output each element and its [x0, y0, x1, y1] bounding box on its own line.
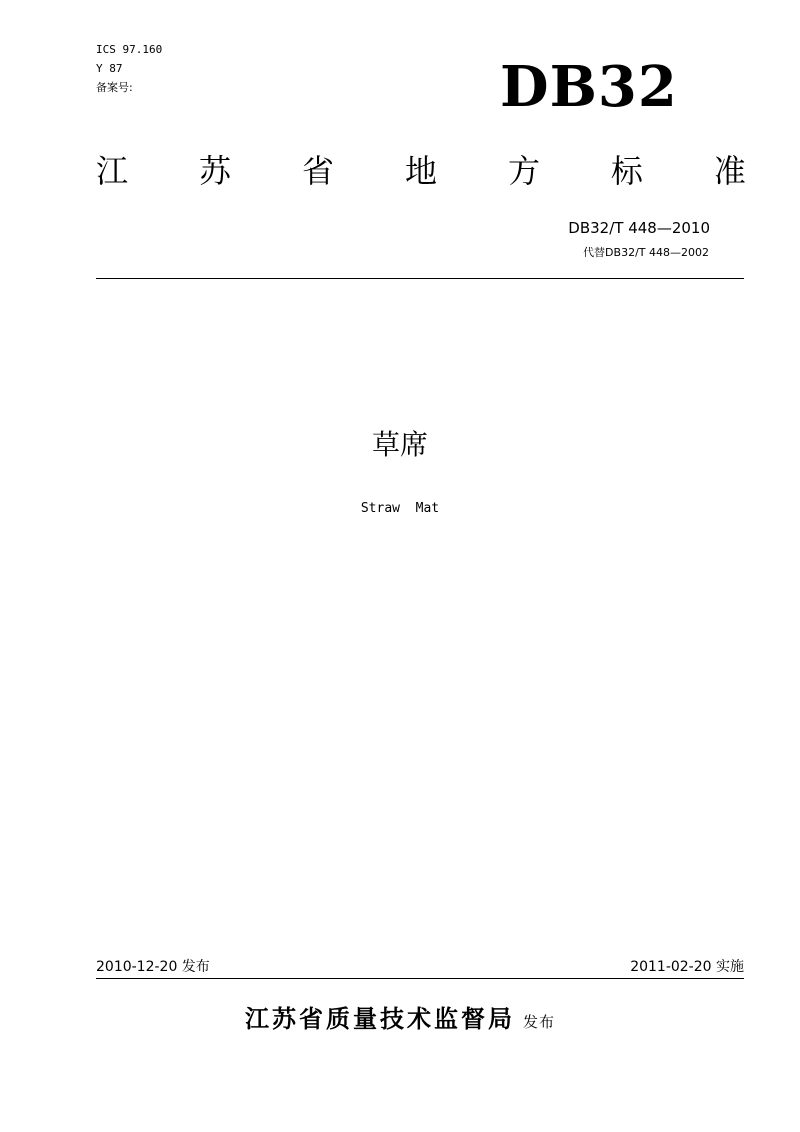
issuer-name: 江苏省质量技术监督局: [244, 1005, 515, 1033]
title-char: 地: [404, 152, 437, 190]
title-char: 苏: [198, 152, 231, 190]
title-char: 省: [301, 152, 334, 190]
issuer-line: [0, 1002, 800, 1039]
bottom-divider: [96, 978, 744, 979]
standard-type-title: [96, 148, 746, 194]
effective-date: 2011-02-20 实施: [630, 959, 744, 975]
issuer-action: 发布: [522, 1013, 555, 1031]
issue-date: 2010-12-20 发布: [96, 959, 210, 975]
ics-code: ICS 97.160: [96, 43, 163, 56]
replaced-standard-number: 代替DB32/T 448—2002: [583, 246, 709, 259]
standard-number: DB32/T 448—2010: [568, 219, 710, 237]
document-title-english: Straw Mat: [360, 501, 440, 516]
title-char: 方: [507, 152, 540, 190]
title-char: 标: [610, 152, 643, 190]
standard-code-logo: DB32: [500, 54, 678, 120]
document-title-chinese: 草席: [371, 428, 428, 461]
top-divider: [96, 278, 744, 279]
title-char: 准: [713, 152, 746, 190]
ccs-code: Y 87: [96, 62, 123, 75]
record-number-label: 备案号:: [96, 81, 133, 94]
title-char: 江: [96, 152, 129, 190]
